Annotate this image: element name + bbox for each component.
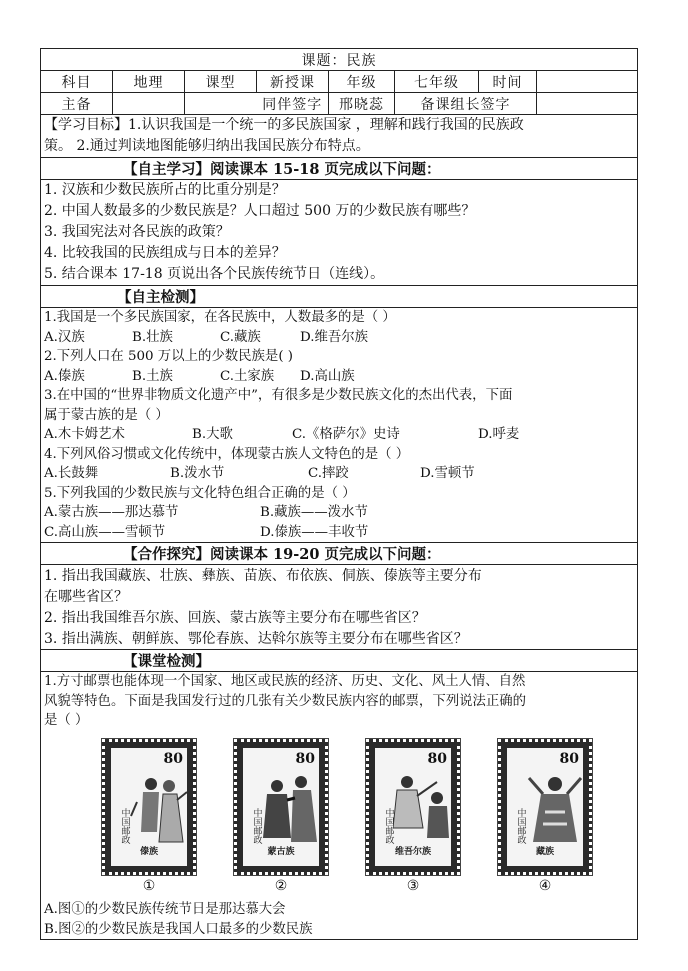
topic-title: 课题：民族 xyxy=(41,49,638,71)
grade-label: 年级 xyxy=(329,71,395,93)
q1-option-c: C.藏族 xyxy=(220,329,261,345)
dancer-figure-icon xyxy=(525,772,585,850)
type-label: 课型 xyxy=(185,71,257,93)
q3-option-c: C.《格萨尔》史诗 xyxy=(292,427,400,442)
stamp-image-1 xyxy=(102,739,196,875)
class-test-q1-line-1: 1.方寸邮票也能体现一个国家、地区或民族的经济、历史、文化、风土人情、自然 xyxy=(44,674,526,689)
q2-option-b: B.土族 xyxy=(132,368,173,384)
dancer-figure-icon xyxy=(393,772,453,850)
q4-option-c: C.摔跤 xyxy=(308,466,349,481)
peer-label: 同伴签字 xyxy=(257,93,329,115)
q3-option-a: A.木卡姆艺术 xyxy=(44,427,125,442)
q1-option-b: B.壮族 xyxy=(132,329,173,345)
coop-q3: 3. 指出满族、朝鲜族、鄂伦春族、达斡尔族等主要分布在哪些省区？ xyxy=(44,631,468,647)
stamp-name: 蒙古族 xyxy=(267,847,295,857)
self-study-q2: 2. 中国人数最多的少数民族是？人口超过 500 万的少数民族有哪些？ xyxy=(44,203,476,219)
host-label: 主备 xyxy=(41,93,113,115)
stamp-image-3 xyxy=(366,739,460,875)
coop-title: 【合作探究】阅读课本 19-20 页完成以下问题： xyxy=(41,543,638,565)
self-study-q3: 3. 我国宪法对各民族的政策？ xyxy=(44,224,230,240)
learning-goals xyxy=(41,115,638,158)
stamp-row xyxy=(44,731,634,897)
worksheet-table xyxy=(40,48,638,940)
stamp-value: 80 xyxy=(559,750,579,767)
stamp-item-1 xyxy=(84,739,214,897)
goals-line-2: 策。 2.通过判读地图能够归纳出我国民族分布特点。 xyxy=(44,138,370,154)
self-test-q3-line-2: 属于蒙古族的是（ ） xyxy=(44,407,169,423)
coop-q1-line-1: 1. 指出我国藏族、壮族、彝族、苗族、布依族、侗族、傣族等主要分布 xyxy=(44,568,482,584)
q1-option-d: D.维吾尔族 xyxy=(300,329,369,345)
self-test-q4: 4.下列风俗习惯或文化传统中，体现蒙古族人文特色的是（ ） xyxy=(44,446,410,462)
stamp-name: 维吾尔族 xyxy=(394,847,431,857)
stamp-item-2 xyxy=(216,739,346,897)
subject-value: 地理 xyxy=(113,71,185,93)
self-test-q4-options xyxy=(44,464,634,484)
q5-option-c: C.高山族——雪顿节 xyxy=(44,524,166,540)
self-test-title: 【自主检测】 xyxy=(41,286,638,308)
stamp-image-4 xyxy=(498,739,592,875)
stamp-name: 藏族 xyxy=(535,847,554,857)
class-test-option-a: A.图①的少数民族传统节日是那达慕大会 xyxy=(44,902,286,917)
leader-label: 备课组长签字 xyxy=(395,93,537,115)
stamp-number: ④ xyxy=(538,877,552,894)
self-study-q4: 4. 比较我国的民族组成与日本的差异？ xyxy=(44,245,286,261)
coop-questions xyxy=(41,565,638,650)
stamp-postal: 中国邮政 xyxy=(119,807,130,844)
q4-option-a: A.长鼓舞 xyxy=(44,466,99,481)
self-test-q2: 2.下列人口在 500 万以上的少数民族是( ) xyxy=(44,349,294,364)
q1-option-a: A.汉族 xyxy=(44,329,85,345)
host-value xyxy=(113,93,185,115)
stamp-image-2 xyxy=(234,739,328,875)
dancer-figure-icon xyxy=(261,772,321,850)
self-study-questions xyxy=(41,180,638,286)
self-study-title: 【自主学习】阅读课本 15-18 页完成以下问题： xyxy=(41,158,638,180)
stamp-name: 傣族 xyxy=(139,847,158,857)
stamp-postal: 中国邮政 xyxy=(383,807,394,844)
self-test-q1-options xyxy=(44,328,634,348)
class-test-title: 【课堂检测】 xyxy=(41,650,638,672)
dancer-figure-icon xyxy=(129,772,189,850)
q3-option-b: B.大歌 xyxy=(192,427,233,442)
self-study-q5: 5. 结合课本 17-18 页说出各个民族传统节日（连线）。 xyxy=(44,266,385,282)
time-label: 时间 xyxy=(479,71,537,93)
self-test-q2-options xyxy=(44,367,634,387)
class-test-body xyxy=(41,672,638,940)
leader-value xyxy=(537,93,638,115)
type-value: 新授课 xyxy=(257,71,329,93)
stamp-inner xyxy=(375,748,451,866)
stamp-number: ③ xyxy=(406,877,420,894)
q3-option-d: D.呼麦 xyxy=(478,427,520,442)
coop-q2: 2. 指出我国维吾尔族、回族、蒙古族等主要分布在哪些省区？ xyxy=(44,610,426,626)
stamp-postal: 中国邮政 xyxy=(251,807,262,844)
q4-option-d: D.雪顿节 xyxy=(420,466,475,481)
self-test-questions xyxy=(41,308,638,543)
q2-option-c: C.土家族 xyxy=(220,368,275,384)
stamp-number: ① xyxy=(142,877,156,894)
q2-option-a: A.傣族 xyxy=(44,368,85,384)
stamp-value: 80 xyxy=(295,750,315,767)
q5-option-d: D.傣族——丰收节 xyxy=(260,524,369,540)
self-test-q5-options-cd xyxy=(44,523,634,543)
class-test-q1-line-2: 风貌等特色。下面是我国发行过的几张有关少数民族内容的邮票，下列说法正确的 xyxy=(44,693,527,709)
grade-value: 七年级 xyxy=(395,71,479,93)
worksheet xyxy=(40,48,637,940)
stamp-postal: 中国邮政 xyxy=(515,807,526,844)
self-test-q3-options xyxy=(44,425,634,445)
coop-q1-line-2: 在哪些省区？ xyxy=(44,589,128,605)
class-test-option-b: B.图②的少数民族是我国人口最多的少数民族 xyxy=(44,921,313,937)
stamp-value: 80 xyxy=(427,750,447,767)
time-value xyxy=(537,71,638,93)
q4-option-b: B.泼水节 xyxy=(170,466,225,481)
stamp-item-4 xyxy=(480,739,610,897)
stamp-inner xyxy=(243,748,319,866)
self-test-q5-options-ab xyxy=(44,503,634,523)
q5-option-a: A.蒙古族——那达慕节 xyxy=(44,505,179,520)
stamp-inner xyxy=(111,748,187,866)
self-test-q1: 1.我国是一个多民族国家，在各民族中，人数最多的是（ ） xyxy=(44,310,396,325)
self-test-q3-line-1: 3.在中国的“世界非物质文化遗产中”，有很多是少数民族文化的杰出代表，下面 xyxy=(44,388,513,403)
subject-label: 科目 xyxy=(41,71,113,93)
stamp-number: ② xyxy=(274,877,288,894)
peer-label-spacer xyxy=(185,93,257,115)
peer-value: 邢晓蕊 xyxy=(329,93,395,115)
stamp-value: 80 xyxy=(163,750,183,767)
self-test-q5: 5.下列我国的少数民族与文化特色组合正确的是（ ） xyxy=(44,485,356,501)
q5-option-b: B.藏族——泼水节 xyxy=(260,505,368,520)
class-test-q1-line-3: 是（ ） xyxy=(44,713,89,728)
goals-line-1: 【学习目标】1.认识我国是一个统一的多民族国家 ，理解和践行我国的民族政 xyxy=(44,117,524,133)
stamp-item-3 xyxy=(348,739,478,897)
stamp-inner xyxy=(507,748,583,866)
self-study-q1: 1. 汉族和少数民族所占的比重分别是？ xyxy=(44,182,286,198)
q2-option-d: D.高山族 xyxy=(300,368,355,384)
